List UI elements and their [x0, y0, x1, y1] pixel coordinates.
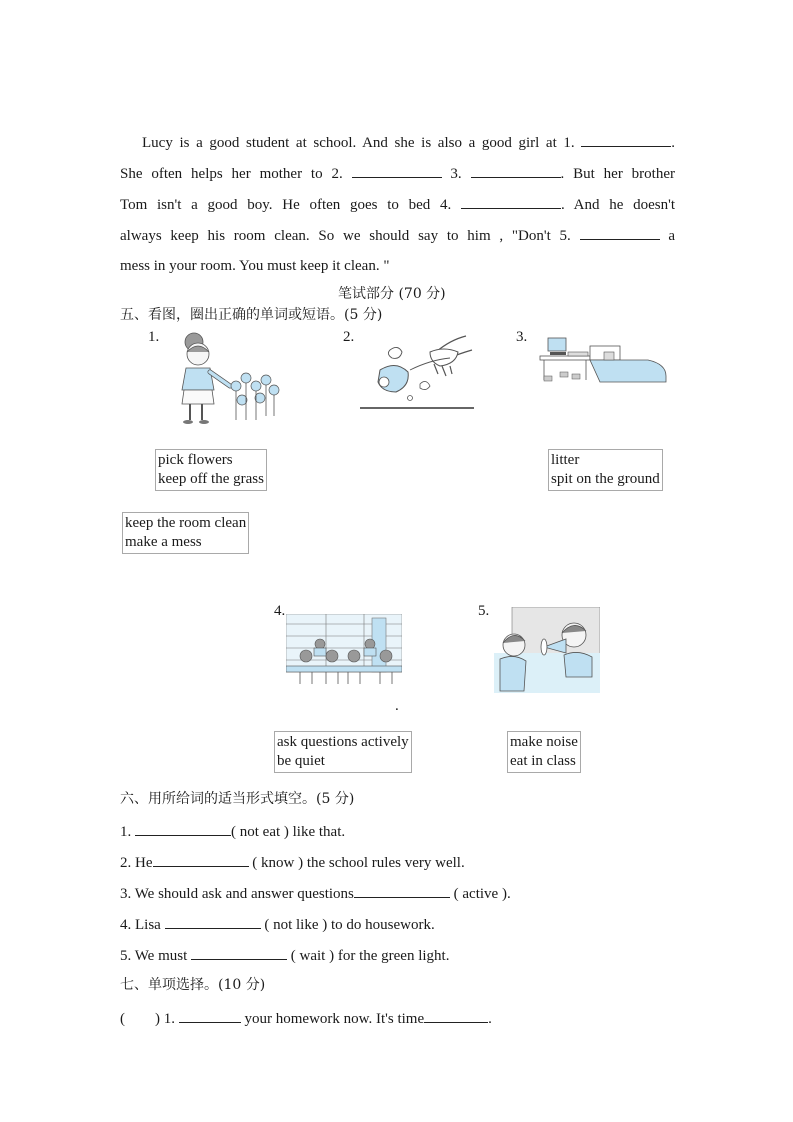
question-text: 3. We should ask and answer questions	[120, 886, 354, 902]
messy-bedroom-illustration	[538, 334, 670, 394]
fill-question-4	[120, 914, 435, 934]
fill-question-3	[120, 883, 511, 903]
question-text: 5. We must	[120, 948, 192, 964]
option-box-item-5	[507, 731, 581, 773]
option-be-quiet[interactable]: be quiet	[277, 753, 325, 769]
answer-blank-4[interactable]	[461, 194, 561, 209]
question-text: ( wait ) for the green light.	[287, 948, 450, 964]
section7-heading: 七、单项选择。(10 分)	[120, 977, 266, 993]
answer-blank-1[interactable]	[581, 132, 671, 147]
option-box-item-3	[548, 449, 663, 491]
option-keep-the-room-clean[interactable]: keep the room clean	[125, 515, 247, 531]
passage-text: Lucy is a good student at school. And she is also a good girl at 1.	[142, 135, 575, 151]
question-text: ( not eat ) like that.	[231, 824, 346, 840]
hand-throwing-litter-illustration	[360, 330, 478, 422]
answer-blank[interactable]	[354, 883, 450, 898]
option-box-item-1	[155, 449, 267, 491]
question-text: 4. Lisa	[120, 917, 165, 933]
fill-question-2	[120, 852, 465, 872]
passage-line-5: mess in your room. You must keep it clean. "	[120, 258, 390, 274]
section-title: 笔试部分 (70 分)	[338, 286, 446, 302]
answer-blank-3[interactable]	[471, 163, 561, 178]
passage-text: She often helps her mother to 2.	[120, 166, 343, 182]
boy-with-megaphone-illustration	[494, 607, 600, 693]
passage-line-1	[142, 132, 675, 153]
answer-blank[interactable]	[191, 945, 287, 960]
stray-dot: .	[395, 698, 399, 714]
passage-text: a	[668, 228, 676, 244]
passage-line-2	[120, 163, 675, 184]
passage-text: always keep his room clean. So we should say to him , "Don't 5.	[120, 228, 571, 244]
section5-heading: 五、看图，圈出正确的单词或短语。(5 分)	[120, 307, 383, 323]
question-text: ( active ).	[449, 886, 511, 902]
question-text: 2. He	[120, 855, 153, 871]
item-number-4: 4.	[274, 603, 286, 619]
answer-blank[interactable]	[153, 852, 249, 867]
option-box-item-2	[122, 512, 249, 554]
option-ask-questions-actively[interactable]: ask questions actively	[277, 734, 409, 750]
passage-text: .	[671, 135, 676, 151]
option-make-noise[interactable]: make noise	[510, 734, 578, 750]
passage-text: Tom isn't a good boy. He often goes to bed 4.	[120, 197, 452, 213]
option-eat-in-class[interactable]: eat in class	[510, 753, 576, 769]
passage-text: . But her brother	[560, 166, 675, 182]
girl-picking-flowers-illustration	[168, 328, 280, 428]
fill-question-1	[120, 821, 345, 841]
answer-blank-2[interactable]	[352, 163, 442, 178]
answer-blank[interactable]	[135, 821, 231, 836]
answer-parentheses[interactable]: ( ) 1.	[120, 1011, 179, 1027]
question-text: your homework now. It's time	[240, 1011, 425, 1027]
answer-blank[interactable]	[165, 914, 261, 929]
question-text: 1.	[120, 824, 135, 840]
passage-text: 3.	[450, 166, 462, 182]
item-number-5: 5.	[478, 603, 490, 619]
answer-blank[interactable]	[424, 1008, 488, 1023]
option-box-item-4	[274, 731, 412, 773]
option-pick-flowers[interactable]: pick flowers	[158, 452, 233, 468]
item-number-2: 2.	[343, 329, 355, 345]
question-text: .	[488, 1011, 492, 1027]
passage-line-4	[120, 225, 675, 246]
choice-question-1	[120, 1008, 492, 1028]
option-litter[interactable]: litter	[551, 452, 580, 468]
passage-line-3	[120, 194, 675, 215]
fill-question-5	[120, 945, 449, 965]
section6-heading: 六、用所给词的适当形式填空。(5 分)	[120, 791, 355, 807]
question-text: ( not like ) to do housework.	[260, 917, 435, 933]
passage-text: . And he doesn't	[561, 197, 676, 213]
option-spit-on-the-ground[interactable]: spit on the ground	[551, 471, 660, 487]
item-number-3: 3.	[516, 329, 528, 345]
answer-blank-5[interactable]	[580, 225, 660, 240]
question-text: ( know ) the school rules very well.	[248, 855, 465, 871]
item-number-1: 1.	[148, 329, 160, 345]
option-keep-off-the-grass[interactable]: keep off the grass	[158, 471, 264, 487]
option-make-a-mess[interactable]: make a mess	[125, 534, 202, 550]
answer-blank[interactable]	[179, 1008, 241, 1023]
students-reading-library-illustration	[286, 614, 402, 686]
